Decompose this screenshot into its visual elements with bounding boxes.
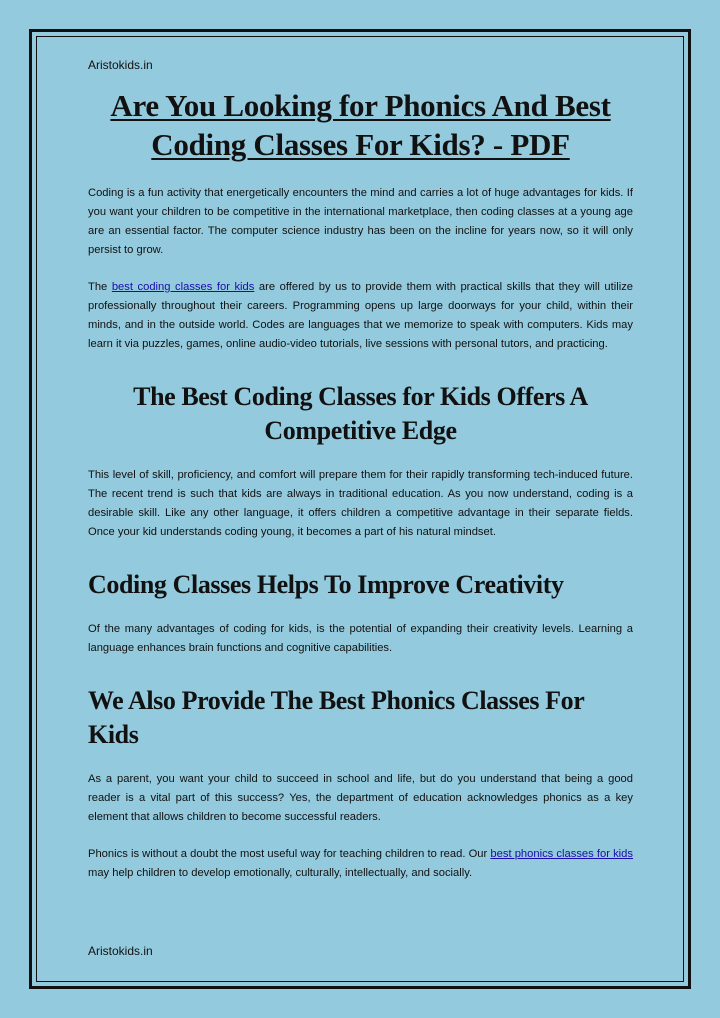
section-heading-creativity: Coding Classes Helps To Improve Creativity	[88, 570, 564, 599]
section3-paragraph-1: As a parent, you want your child to succeed in school and life, but do you understand that being a good reader is a vital part of this success? Yes, the department of education acknowledges phonics as a key element that allows children to become successful readers.	[88, 773, 633, 823]
page-title: Are You Looking for Phonics And Best Coding Classes For Kids? - PDF	[110, 88, 611, 162]
header-site-name: Aristokids.in	[88, 58, 153, 72]
section3-p2-after: may help children to develop emotionally, culturally, intellectually, and socially.	[88, 867, 473, 879]
intro-paragraph-2	[88, 278, 633, 354]
section1-paragraph: This level of skill, proficiency, and comfort will prepare them for their rapidly transforming tech-induced future. The recent trend is such that kids are always in traditional education. As you now understand, coding is a desirable skill. Like any other language, it offers children a competitive advantage in their separate fields. Once your kid understands coding young, it becomes a part of his natural mindset.	[88, 469, 633, 538]
intro-p2-after: are offered by us to provide them with practical skills that they will utilize professionally throughout their careers. Programming opens up large doorways for your child, within their minds, and in the outside world. Codes are languages that we memorize to speak with computers. Kids may learn it via puzzles, games, online audio-video tutorials, live sessions with personal tutors, and practicing.	[88, 281, 634, 350]
phonics-classes-link[interactable]: best phonics classes for kids	[490, 848, 633, 860]
footer-site-name: Aristokids.in	[88, 944, 153, 958]
intro-p2-before: The	[88, 281, 112, 293]
coding-classes-link[interactable]: best coding classes for kids	[111, 281, 255, 293]
section-heading-competitive-edge: The Best Coding Classes for Kids Offers A Competitive Edge	[133, 382, 588, 445]
section3-paragraph-2	[88, 845, 633, 883]
section3-p2-before: Phonics is without a doubt the most useful way for teaching children to read. Our	[88, 848, 491, 860]
intro-paragraph-1: Coding is a fun activity that energetically encounters the mind and carries a lot of huge advantages for kids. If you want your children to be competitive in the international marketplace, then coding classes at a young age are an essential factor. The computer science industry has been on the incline for years now, so it will only persist to grow.	[88, 187, 633, 256]
section-heading-phonics: We Also Provide The Best Phonics Classes For Kids	[88, 686, 584, 749]
document-content	[88, 58, 633, 901]
section2-paragraph: Of the many advantages of coding for kids, is the potential of expanding their creativity levels. Learning a language enhances brain functions and cognitive capabilities.	[88, 623, 633, 654]
